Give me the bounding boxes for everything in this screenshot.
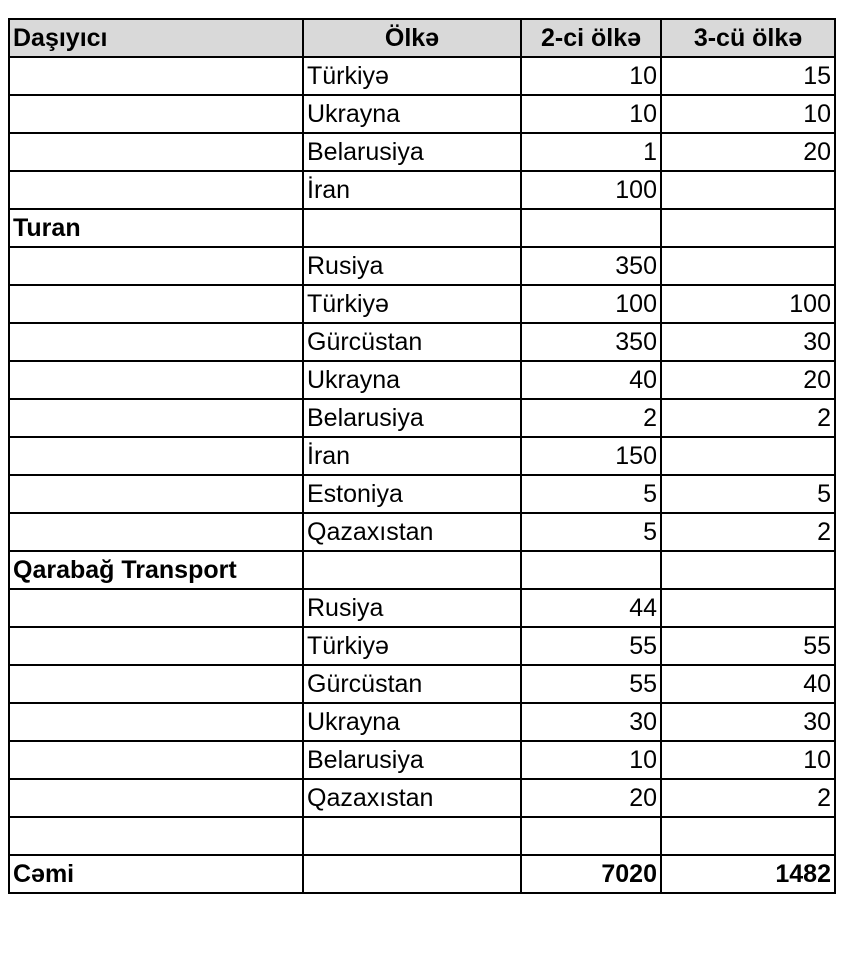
country-cell[interactable]: Rusiya xyxy=(303,247,521,285)
carrier-cell[interactable] xyxy=(9,95,303,133)
carrier-cell[interactable] xyxy=(9,247,303,285)
third-country-value[interactable]: 10 xyxy=(661,741,835,779)
carrier-cell[interactable] xyxy=(9,779,303,817)
second-country-value[interactable] xyxy=(521,817,661,855)
country-cell[interactable]: İran xyxy=(303,437,521,475)
third-country-value[interactable]: 5 xyxy=(661,475,835,513)
table-row xyxy=(9,285,835,323)
table-row xyxy=(9,703,835,741)
total-second-value[interactable]: 7020 xyxy=(521,855,661,893)
carrier-cell[interactable] xyxy=(9,817,303,855)
country-cell[interactable]: Belarusiya xyxy=(303,399,521,437)
carrier-country-table xyxy=(8,18,836,894)
country-cell[interactable]: İran xyxy=(303,171,521,209)
carrier-cell[interactable] xyxy=(9,627,303,665)
second-country-value[interactable]: 20 xyxy=(521,779,661,817)
carrier-cell[interactable] xyxy=(9,513,303,551)
table-row xyxy=(9,513,835,551)
table-row xyxy=(9,817,835,855)
third-country-value[interactable] xyxy=(661,589,835,627)
second-country-value[interactable]: 5 xyxy=(521,513,661,551)
carrier-cell[interactable] xyxy=(9,437,303,475)
second-country-value[interactable]: 350 xyxy=(521,247,661,285)
table-row xyxy=(9,627,835,665)
total-country-cell[interactable] xyxy=(303,855,521,893)
header-third-country[interactable]: 3-cü ölkə xyxy=(661,19,835,57)
table-row xyxy=(9,323,835,361)
third-country-value[interactable]: 2 xyxy=(661,399,835,437)
country-cell[interactable]: Gürcüstan xyxy=(303,665,521,703)
third-country-value[interactable] xyxy=(661,209,835,247)
table-row xyxy=(9,57,835,95)
second-country-value[interactable]: 30 xyxy=(521,703,661,741)
third-country-value[interactable]: 10 xyxy=(661,95,835,133)
country-cell[interactable]: Türkiyə xyxy=(303,627,521,665)
country-cell[interactable]: Ukrayna xyxy=(303,361,521,399)
table-row xyxy=(9,589,835,627)
third-country-value[interactable]: 2 xyxy=(661,779,835,817)
third-country-value[interactable]: 100 xyxy=(661,285,835,323)
country-cell[interactable]: Ukrayna xyxy=(303,95,521,133)
country-cell[interactable]: Ukrayna xyxy=(303,703,521,741)
carrier-cell[interactable] xyxy=(9,589,303,627)
carrier-cell[interactable] xyxy=(9,475,303,513)
country-cell[interactable]: Türkiyə xyxy=(303,57,521,95)
table-row xyxy=(9,475,835,513)
carrier-cell[interactable] xyxy=(9,741,303,779)
second-country-value[interactable] xyxy=(521,551,661,589)
table-row xyxy=(9,741,835,779)
second-country-value[interactable]: 2 xyxy=(521,399,661,437)
third-country-value[interactable] xyxy=(661,437,835,475)
carrier-cell[interactable]: Turan xyxy=(9,209,303,247)
second-country-value[interactable]: 100 xyxy=(521,285,661,323)
second-country-value[interactable]: 350 xyxy=(521,323,661,361)
header-country[interactable]: Ölkə xyxy=(303,19,521,57)
table-row xyxy=(9,247,835,285)
carrier-cell[interactable] xyxy=(9,133,303,171)
total-row xyxy=(9,855,835,893)
table-row xyxy=(9,551,835,589)
third-country-value[interactable]: 40 xyxy=(661,665,835,703)
second-country-value[interactable]: 10 xyxy=(521,95,661,133)
third-country-value[interactable] xyxy=(661,171,835,209)
second-country-value[interactable]: 5 xyxy=(521,475,661,513)
third-country-value[interactable]: 55 xyxy=(661,627,835,665)
total-label[interactable]: Cəmi xyxy=(9,855,303,893)
table-row xyxy=(9,95,835,133)
table-row xyxy=(9,361,835,399)
second-country-value[interactable]: 44 xyxy=(521,589,661,627)
header-second-country[interactable]: 2-ci ölkə xyxy=(521,19,661,57)
table-row xyxy=(9,171,835,209)
third-country-value[interactable]: 15 xyxy=(661,57,835,95)
third-country-value[interactable] xyxy=(661,247,835,285)
carrier-cell[interactable] xyxy=(9,171,303,209)
country-cell[interactable]: Gürcüstan xyxy=(303,323,521,361)
table-row xyxy=(9,437,835,475)
country-cell[interactable]: Türkiyə xyxy=(303,285,521,323)
second-country-value[interactable]: 55 xyxy=(521,627,661,665)
second-country-value[interactable]: 1 xyxy=(521,133,661,171)
total-third-value[interactable]: 1482 xyxy=(661,855,835,893)
third-country-value[interactable]: 30 xyxy=(661,323,835,361)
table-row xyxy=(9,133,835,171)
second-country-value[interactable]: 10 xyxy=(521,741,661,779)
third-country-value[interactable]: 20 xyxy=(661,361,835,399)
carrier-cell[interactable] xyxy=(9,323,303,361)
header-row xyxy=(9,19,835,57)
third-country-value[interactable]: 20 xyxy=(661,133,835,171)
table-row xyxy=(9,209,835,247)
country-cell[interactable]: Qazaxıstan xyxy=(303,513,521,551)
country-cell[interactable]: Belarusiya xyxy=(303,741,521,779)
second-country-value[interactable]: 100 xyxy=(521,171,661,209)
carrier-cell[interactable]: Qarabağ Transport xyxy=(9,551,303,589)
third-country-value[interactable] xyxy=(661,817,835,855)
table-row xyxy=(9,665,835,703)
carrier-cell[interactable] xyxy=(9,285,303,323)
country-cell[interactable] xyxy=(303,209,521,247)
table-row xyxy=(9,399,835,437)
country-cell[interactable]: Rusiya xyxy=(303,589,521,627)
second-country-value[interactable]: 150 xyxy=(521,437,661,475)
second-country-value[interactable]: 55 xyxy=(521,665,661,703)
second-country-value[interactable]: 10 xyxy=(521,57,661,95)
second-country-value[interactable]: 40 xyxy=(521,361,661,399)
carrier-cell[interactable] xyxy=(9,665,303,703)
table-row xyxy=(9,779,835,817)
second-country-value[interactable] xyxy=(521,209,661,247)
carrier-cell[interactable] xyxy=(9,399,303,437)
country-cell[interactable]: Qazaxıstan xyxy=(303,779,521,817)
country-cell[interactable]: Estoniya xyxy=(303,475,521,513)
carrier-cell[interactable] xyxy=(9,703,303,741)
country-cell[interactable] xyxy=(303,817,521,855)
third-country-value[interactable]: 2 xyxy=(661,513,835,551)
country-cell[interactable] xyxy=(303,551,521,589)
third-country-value[interactable] xyxy=(661,551,835,589)
third-country-value[interactable]: 30 xyxy=(661,703,835,741)
carrier-cell[interactable] xyxy=(9,57,303,95)
carrier-cell[interactable] xyxy=(9,361,303,399)
country-cell[interactable]: Belarusiya xyxy=(303,133,521,171)
table-body xyxy=(9,57,835,855)
header-carrier[interactable]: Daşıyıcı xyxy=(9,19,303,57)
